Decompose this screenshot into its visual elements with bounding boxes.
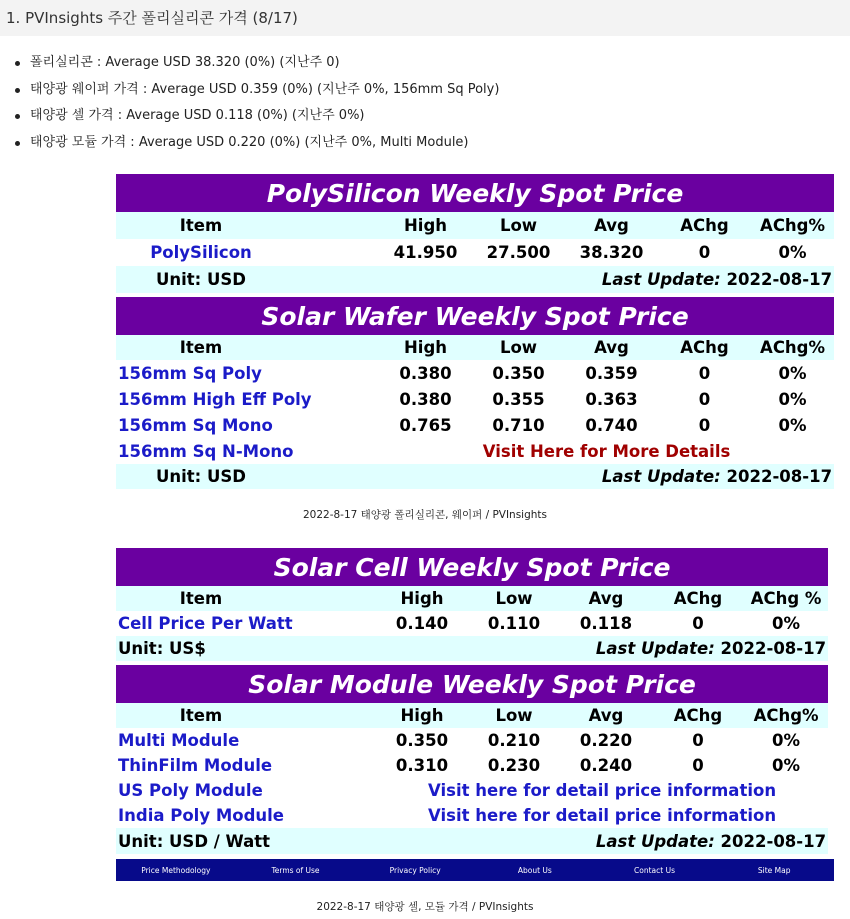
footer-link-site-map[interactable]: Site Map — [757, 865, 791, 875]
column-header: Low — [472, 212, 565, 239]
column-header: Item — [116, 212, 286, 239]
table-row — [116, 239, 834, 266]
achg-value: 0 — [652, 611, 744, 636]
more-details-link[interactable]: Visit Here for More Details — [379, 438, 834, 464]
last-update — [286, 828, 828, 854]
module-table-title: Solar Module Weekly Spot Price — [116, 665, 828, 703]
low-value: 27.500 — [472, 239, 565, 266]
wafer-item-link[interactable]: 156mm High Eff Poly — [116, 386, 379, 412]
footer-link-about-us[interactable]: About Us — [517, 865, 552, 875]
achg-pct-value: 0% — [744, 753, 828, 778]
high-value: 0.765 — [379, 412, 472, 438]
column-header: AChg % — [744, 586, 828, 611]
last-update-date: 2022-08-17 — [726, 467, 833, 486]
achg-pct-value: 0% — [751, 386, 834, 412]
last-update-date: 2022-08-17 — [726, 270, 833, 289]
column-header: Item — [116, 703, 286, 728]
avg-value: 0.240 — [560, 753, 652, 778]
column-header: Low — [468, 586, 560, 611]
unit-label: Unit: US$ — [116, 636, 286, 661]
list-item: 태양광 웨이퍼 가격 : Average USD 0.359 (0%) (지난주 0%, 156mm Sq Poly) — [30, 77, 499, 104]
footer-link-contact-us[interactable]: Contact Us — [634, 865, 675, 875]
column-header: Low — [472, 335, 565, 360]
high-value: 41.950 — [379, 239, 472, 266]
table-row — [116, 803, 828, 828]
column-header: Avg — [560, 586, 652, 611]
low-value: 0.110 — [468, 611, 560, 636]
module-item-link[interactable]: Multi Module — [116, 728, 376, 753]
last-update-label: Last Update: — [601, 467, 721, 486]
column-header: Avg — [565, 335, 658, 360]
column-header: High — [376, 703, 468, 728]
achg-pct-value: 0% — [751, 239, 834, 266]
column-header: High — [379, 335, 472, 360]
low-value: 0.355 — [472, 386, 565, 412]
wafer-table-title: Solar Wafer Weekly Spot Price — [116, 297, 834, 335]
avg-value: 0.220 — [560, 728, 652, 753]
table-row — [116, 386, 834, 412]
table-row — [116, 728, 828, 753]
last-update — [286, 636, 828, 661]
module-item-link[interactable]: US Poly Module — [116, 778, 376, 803]
detail-price-link[interactable]: Visit here for detail price information — [376, 778, 828, 803]
achg-pct-value: 0% — [751, 360, 834, 386]
wafer-item-link[interactable]: 156mm Sq Mono — [116, 412, 379, 438]
list-item: 태양광 모듈 가격 : Average USD 0.220 (0%) (지난주 0%, Multi Module) — [30, 130, 499, 157]
last-update-label: Last Update: — [601, 270, 721, 289]
cell-table-title: Solar Cell Weekly Spot Price — [116, 548, 828, 586]
unit-label: Unit: USD — [116, 266, 286, 293]
table-row — [116, 611, 828, 636]
cell-item-link[interactable]: Cell Price Per Watt — [116, 611, 376, 636]
polysilicon-item-link[interactable]: PolySilicon — [116, 239, 286, 266]
table-row — [116, 412, 834, 438]
achg-pct-value: 0% — [744, 728, 828, 753]
polysilicon-table-title: PolySilicon Weekly Spot Price — [116, 174, 834, 212]
last-update-label: Last Update: — [595, 639, 715, 658]
high-value: 0.380 — [379, 386, 472, 412]
column-header: Item — [116, 335, 286, 360]
achg-value: 0 — [658, 360, 751, 386]
list-item: 폴리실리콘 : Average USD 38.320 (0%) (지난주 0) — [30, 50, 499, 77]
table-row — [116, 360, 834, 386]
low-value: 0.350 — [472, 360, 565, 386]
last-update-date: 2022-08-17 — [720, 831, 827, 851]
low-value: 0.710 — [472, 412, 565, 438]
image-caption: 2022-8-17 태양광 폴리실리콘, 웨이퍼 / PVInsights — [302, 509, 548, 521]
column-header: Avg — [565, 212, 658, 239]
low-value: 0.210 — [468, 728, 560, 753]
achg-pct-value: 0% — [744, 611, 828, 636]
image-caption: 2022-8-17 태양광 셀, 모듈 가격 / PVInsights — [316, 901, 534, 913]
avg-value: 0.740 — [565, 412, 658, 438]
module-item-link[interactable]: India Poly Module — [116, 803, 376, 828]
footer-nav — [116, 859, 834, 881]
high-value: 0.310 — [376, 753, 468, 778]
column-header: AChg% — [744, 703, 828, 728]
column-header — [286, 335, 379, 360]
unit-label: Unit: USD — [116, 464, 286, 489]
polysilicon-wafer-price-table — [116, 174, 834, 489]
achg-value: 0 — [658, 412, 751, 438]
list-item: 태양광 셀 가격 : Average USD 0.118 (0%) (지난주 0%) — [30, 103, 499, 130]
cell-module-price-table — [116, 548, 828, 854]
module-item-link[interactable]: ThinFilm Module — [116, 753, 376, 778]
footer-link-price-methodology[interactable]: Price Methodology — [141, 865, 211, 875]
high-value: 0.380 — [379, 360, 472, 386]
column-header: Item — [116, 586, 286, 611]
achg-value: 0 — [652, 753, 744, 778]
table-row — [116, 778, 828, 803]
column-header: Low — [468, 703, 560, 728]
column-header: AChg% — [751, 335, 834, 360]
avg-value: 0.363 — [565, 386, 658, 412]
table-row — [116, 753, 828, 778]
achg-value: 0 — [658, 239, 751, 266]
footer-link-terms-of-use[interactable]: Terms of Use — [271, 865, 320, 875]
column-header: High — [376, 586, 468, 611]
column-header: High — [379, 212, 472, 239]
price-summary-list — [30, 50, 499, 156]
last-update — [286, 266, 834, 293]
column-header: AChg — [652, 703, 744, 728]
footer-link-privacy-policy[interactable]: Privacy Policy — [389, 865, 441, 875]
high-value: 0.350 — [376, 728, 468, 753]
column-header — [286, 212, 379, 239]
achg-value: 0 — [658, 386, 751, 412]
avg-value: 0.359 — [565, 360, 658, 386]
last-update-date: 2022-08-17 — [720, 639, 827, 658]
last-update — [286, 464, 834, 489]
avg-value: 0.118 — [560, 611, 652, 636]
unit-label: Unit: USD / Watt — [116, 828, 286, 854]
achg-pct-value: 0% — [751, 412, 834, 438]
column-header: AChg — [658, 212, 751, 239]
column-header: AChg — [652, 586, 744, 611]
table-row — [116, 438, 834, 464]
column-header: Avg — [560, 703, 652, 728]
high-value: 0.140 — [376, 611, 468, 636]
achg-value: 0 — [652, 728, 744, 753]
detail-price-link[interactable]: Visit here for detail price information — [376, 803, 828, 828]
avg-value: 38.320 — [565, 239, 658, 266]
header-title: 1. PVInsights 주간 폴리실리콘 가격 (8/17) — [6, 9, 298, 27]
wafer-item-link[interactable]: 156mm Sq N-Mono — [116, 438, 379, 464]
page-header — [0, 0, 850, 36]
column-header: AChg% — [751, 212, 834, 239]
last-update-label: Last Update: — [595, 831, 715, 851]
column-header — [286, 586, 376, 611]
low-value: 0.230 — [468, 753, 560, 778]
column-header — [286, 703, 376, 728]
spacer-cell — [286, 239, 379, 266]
column-header: AChg — [658, 335, 751, 360]
wafer-item-link[interactable]: 156mm Sq Poly — [116, 360, 379, 386]
